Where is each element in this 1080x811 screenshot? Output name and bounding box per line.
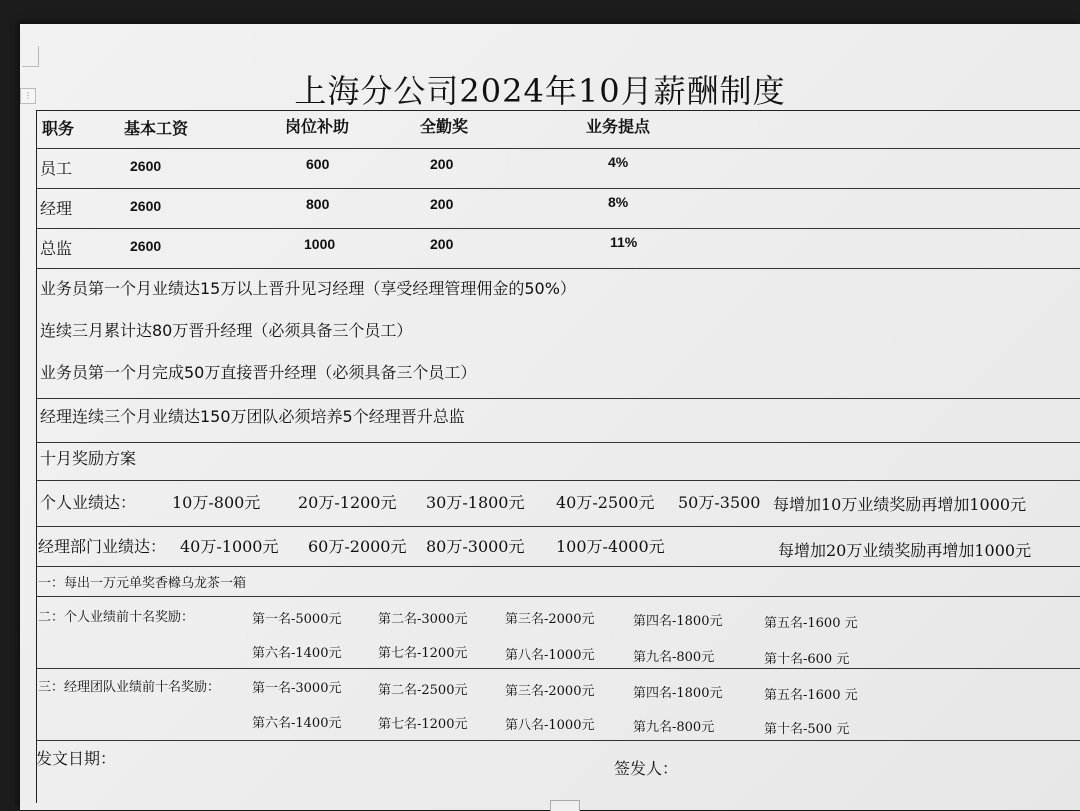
- ranking-prize: 第三名-2000元: [505, 684, 595, 699]
- ranking-prize: 第五名-1600 元: [764, 688, 858, 703]
- table-divider: [36, 188, 1080, 189]
- bonus-item-one: 一：每出一万元单奖香橼乌龙茶一箱: [38, 576, 247, 591]
- header-cell: 业务提点: [586, 117, 651, 136]
- table-divider: [36, 398, 1080, 399]
- header-cell: 职务: [42, 119, 75, 138]
- ranking-prize: 第四名-1800元: [633, 686, 723, 701]
- table-cell: 8%: [608, 194, 629, 210]
- manager-tier: 60万-2000元: [308, 537, 407, 556]
- table-cell: 200: [430, 156, 454, 172]
- manager-tier: 80万-3000元: [426, 537, 525, 556]
- ranking-prize: 第九名-800元: [633, 650, 715, 665]
- ranking-prize: 第一名-3000元: [252, 681, 342, 696]
- header-cell: 基本工资: [124, 119, 189, 138]
- table-cell: 2600: [130, 158, 162, 174]
- personal-tier: 40万-2500元: [556, 493, 655, 512]
- table-cell: 2600: [130, 198, 162, 214]
- section-title: 十月奖励方案: [40, 449, 137, 468]
- manager-tier: 100万-4000元: [556, 537, 665, 556]
- promotion-rule: 业务员第一个月业绩达15万以上晋升见习经理（享受经理管理佣金的50%）: [40, 279, 576, 298]
- ranking-prize: 第六名-1400元: [252, 646, 342, 661]
- personal-tier: 30万-1800元: [426, 493, 525, 512]
- manager-tier: 40万-1000元: [180, 537, 279, 556]
- table-divider: [36, 268, 1080, 269]
- bonus-two-label: 二：个人业绩前十名奖励：: [38, 610, 195, 625]
- manager-performance-label: 经理部门业绩达：: [38, 537, 167, 556]
- table-cell: 2600: [130, 238, 162, 254]
- issue-date-label: 发文日期：: [36, 749, 117, 768]
- table-cell: 经理: [40, 199, 73, 218]
- ranking-prize: 第五名-1600 元: [764, 616, 858, 631]
- table-cell: 11%: [610, 234, 638, 250]
- table-cell: 总监: [40, 239, 73, 258]
- table-cell: 200: [430, 196, 454, 212]
- ranking-prize: 第七名-1200元: [378, 646, 468, 661]
- table-cell: 600: [306, 156, 330, 172]
- ranking-prize: 第三名-2000元: [505, 612, 595, 627]
- ranking-prize: 第十名-600 元: [764, 652, 850, 667]
- table-divider: [36, 668, 1080, 669]
- ranking-prize: 第九名-800元: [633, 720, 715, 735]
- ranking-prize: 第八名-1000元: [505, 718, 595, 733]
- manager-performance-note: 每增加20万业绩奖励再增加1000元: [778, 541, 1032, 560]
- header-cell: 岗位补助: [285, 117, 350, 136]
- ranking-prize: 第一名-5000元: [252, 612, 342, 627]
- bonus-three-label: 三：经理团队业绩前十名奖励：: [38, 680, 221, 695]
- page-corner-mark: [22, 46, 39, 67]
- table-handle-icon[interactable]: ⋮: [20, 88, 36, 104]
- table-divider: [36, 442, 1080, 443]
- table-divider: [36, 596, 1080, 597]
- table-divider: [36, 526, 1080, 527]
- ranking-prize: 第六名-1400元: [252, 716, 342, 731]
- personal-tier: 10万-800元: [172, 493, 261, 512]
- table-divider: [36, 480, 1080, 481]
- table-cell: 员工: [40, 159, 73, 178]
- table-cell: 4%: [608, 154, 629, 170]
- ranking-prize: 第二名-2500元: [378, 683, 468, 698]
- table-divider: [36, 148, 1080, 149]
- header-cell: 全勤奖: [420, 117, 469, 136]
- personal-performance-note: 每增加10万业绩奖励再增加1000元: [773, 495, 1027, 514]
- personal-performance-label: 个人业绩达：: [40, 493, 137, 512]
- promotion-rule: 连续三月累计达80万晋升经理（必须具备三个员工）: [40, 321, 413, 340]
- table-cell: 1000: [304, 236, 336, 252]
- table-cell: 200: [430, 236, 454, 252]
- table-divider: [36, 566, 1080, 567]
- signer-label: 签发人：: [614, 759, 679, 778]
- ranking-prize: 第十名-500 元: [764, 722, 850, 737]
- personal-tier: 50万-3500: [678, 493, 761, 512]
- ranking-prize: 第七名-1200元: [378, 717, 468, 732]
- personal-tier: 20万-1200元: [298, 493, 397, 512]
- salary-document-table: [36, 110, 1080, 803]
- promotion-rule: 经理连续三个月业绩达150万团队必须培养5个经理晋升总监: [40, 407, 465, 426]
- ranking-prize: 第八名-1000元: [505, 648, 595, 663]
- table-divider: [36, 228, 1080, 229]
- table-divider: [36, 740, 1080, 741]
- ranking-prize: 第二名-3000元: [378, 612, 468, 627]
- promotion-rule: 业务员第一个月完成50万直接晋升经理（必须具备三个员工）: [40, 363, 477, 382]
- ranking-prize: 第四名-1800元: [633, 614, 723, 629]
- table-cell: 800: [306, 196, 330, 212]
- page-title: 上海分公司2024年10月薪酬制度: [294, 72, 786, 110]
